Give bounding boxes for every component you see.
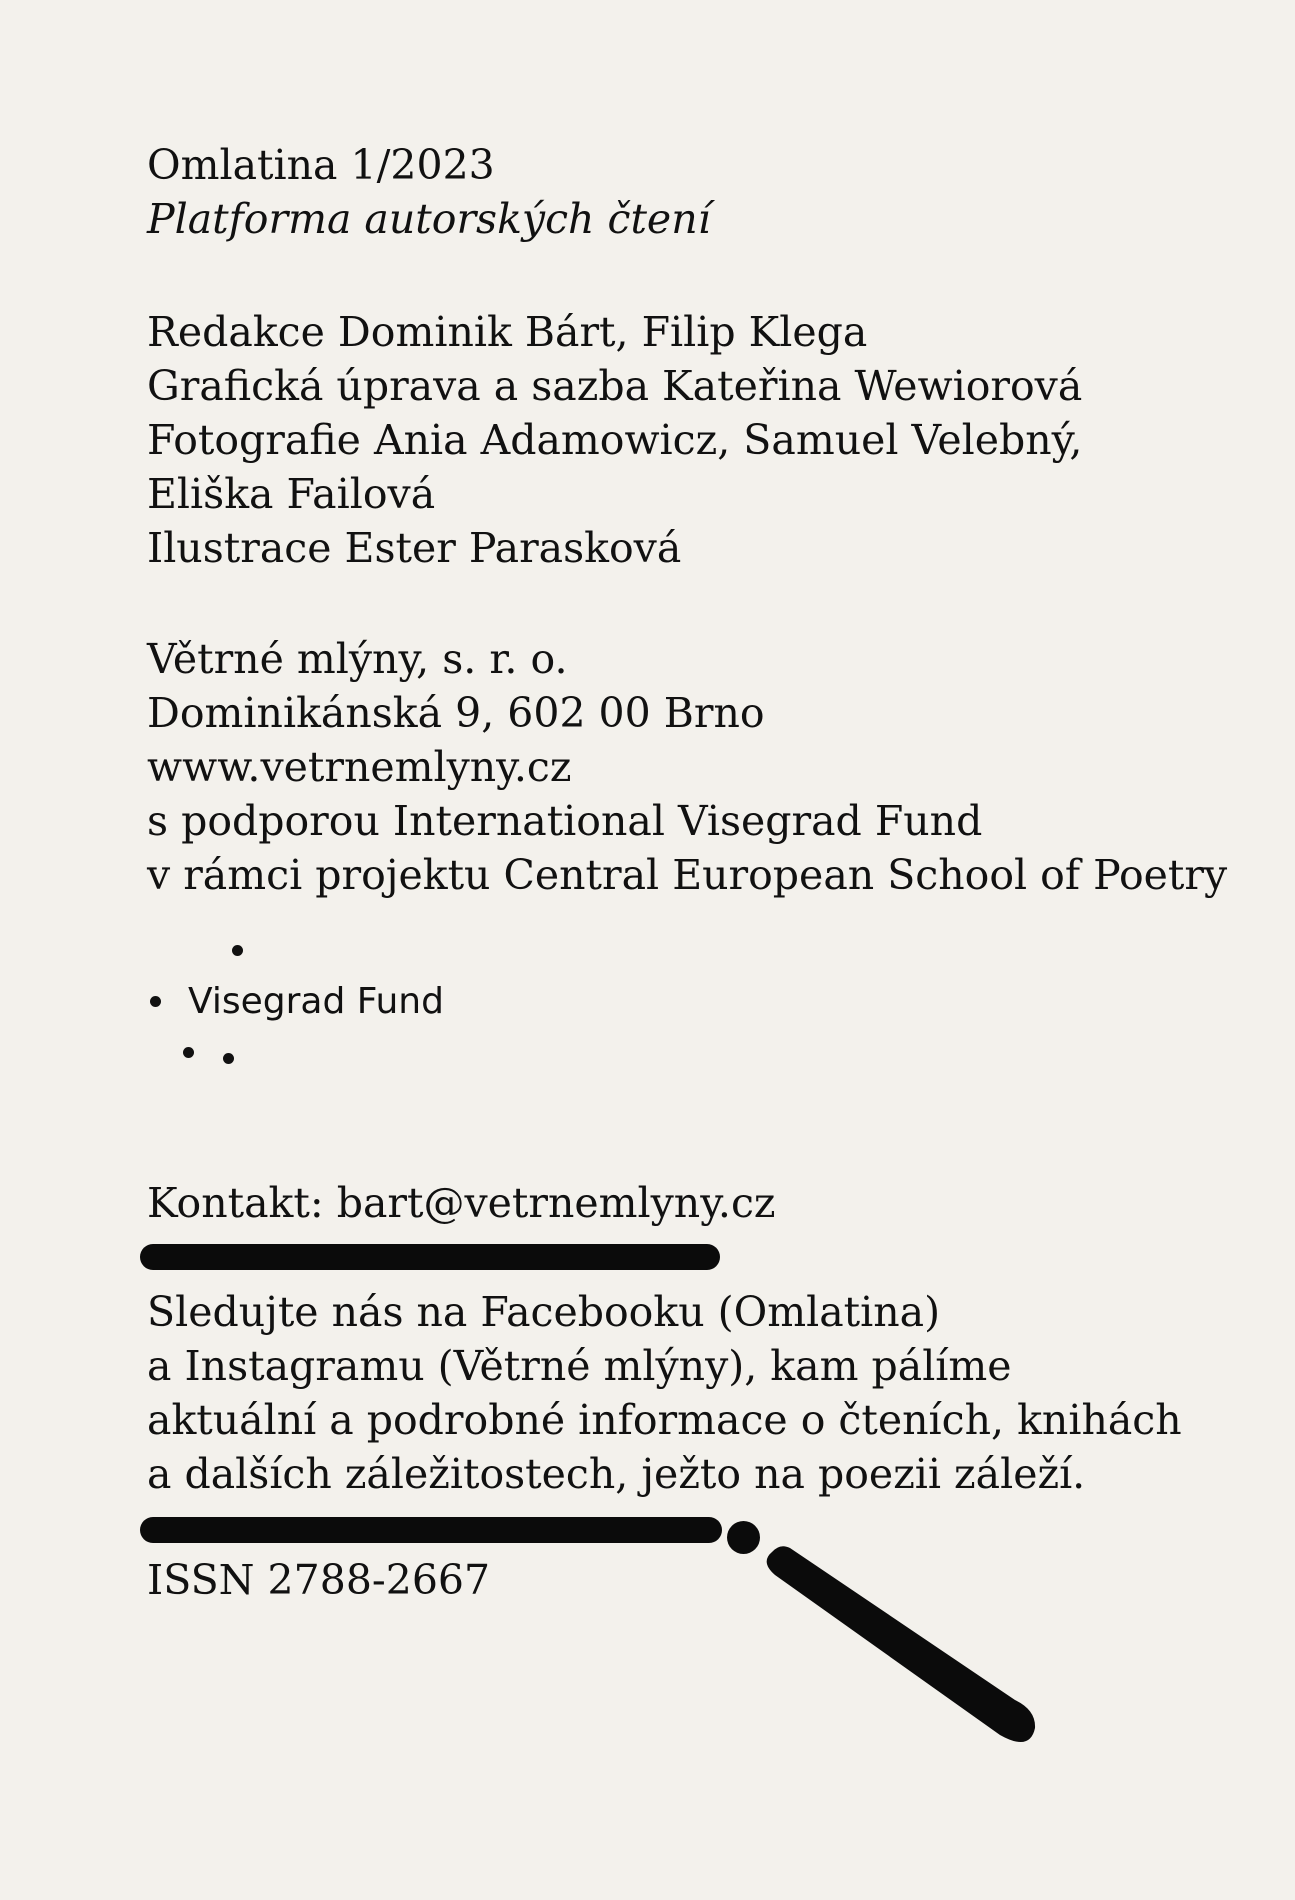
support-line: s podporou International Visegrad Fund <box>147 797 983 845</box>
magazine-subtitle: Platforma autorských čtení <box>147 195 711 243</box>
credit-line: Ilustrace Ester Parasková <box>147 524 682 572</box>
social-line: Sledujte nás na Facebooku (Omlatina) <box>147 1288 941 1336</box>
publisher-website: www.vetrnemlyny.cz <box>147 743 572 791</box>
credit-line: Redakce Dominik Bárt, Filip Klega <box>147 308 868 356</box>
publisher-address: Dominikánská 9, 602 00 Brno <box>147 689 765 737</box>
project-line: v rámci projektu Central European School of Poetry <box>147 851 1228 899</box>
issn: ISSN 2788-2667 <box>147 1556 491 1604</box>
credit-line: Fotografie Ania Adamowicz, Samuel Velebný, <box>147 416 1083 464</box>
credit-line: Eliška Failová <box>147 470 436 518</box>
publisher-name: Větrné mlýny, s. r. o. <box>147 635 568 683</box>
credit-line: Grafická úprava a sazba Kateřina Wewiorová <box>147 362 1083 410</box>
visegrad-fund-wordmark: Visegrad Fund <box>188 981 444 1022</box>
contact-line: Kontakt: bart@vetrnemlyny.cz <box>147 1179 776 1227</box>
social-line: aktuální a podrobné informace o čteních, knihách <box>147 1396 1182 1444</box>
magazine-title: Omlatina 1/2023 <box>147 141 495 189</box>
social-line: a Instagramu (Větrné mlýny), kam pálíme <box>147 1342 1012 1390</box>
social-line: a dalších záležitostech, ježto na poezii záleží. <box>147 1450 1086 1498</box>
